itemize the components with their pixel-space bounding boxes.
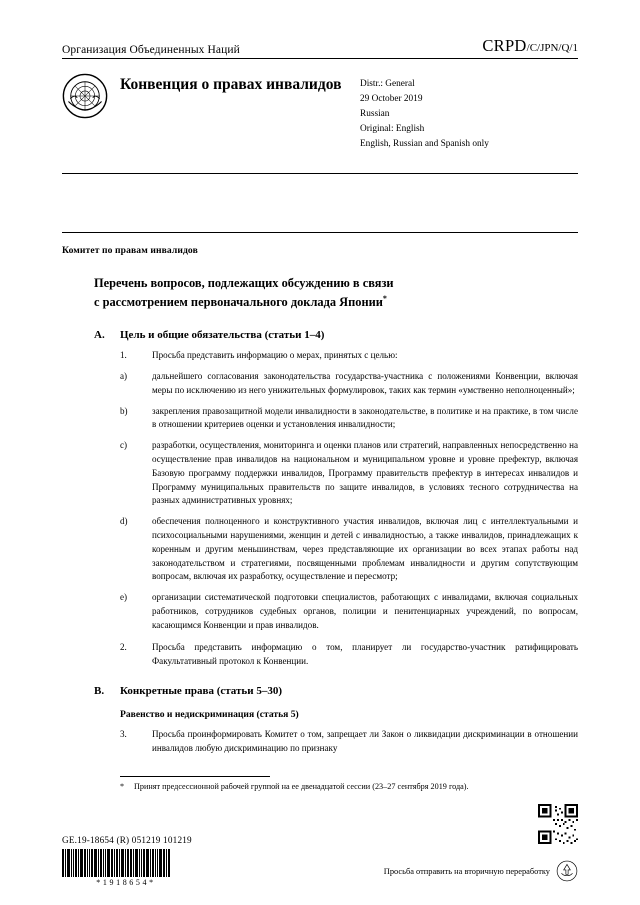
section-heading-a <box>94 329 578 341</box>
barcode-bars <box>62 849 190 877</box>
distribution-type: Distr.: General <box>360 79 415 89</box>
paragraph-2 <box>120 641 578 669</box>
document-id: GE.19-18654 (R) 051219 101219 <box>62 835 192 845</box>
document-footer <box>62 835 578 887</box>
recycle-note <box>384 860 578 887</box>
document-date: 29 October 2019 <box>360 94 423 105</box>
paragraph-number: 1. <box>120 350 127 361</box>
document-original-language: Original: English <box>360 124 425 135</box>
document-languages-note: English, Russian and Spanish only <box>360 139 489 150</box>
document-symbol-suffix: /C/JPN/Q/1 <box>526 42 578 54</box>
paragraph-1a <box>120 370 578 398</box>
page-title-footnote-marker: * <box>382 293 387 303</box>
paragraph-number: e) <box>120 592 128 603</box>
subsection-heading-equality: Равенство и недискриминация (статья 5) <box>120 709 299 721</box>
document-masthead <box>62 59 578 174</box>
section-letter: B. <box>94 685 105 698</box>
qr-code-icon <box>538 804 578 849</box>
barcode-number: *1918654* <box>96 878 156 887</box>
paragraph-1e <box>120 591 578 632</box>
footnote <box>120 781 578 792</box>
paragraph-text: Просьба представить информацию о мерах, принятых с целью: <box>152 350 398 361</box>
organization-name: Организация Объединенных Наций <box>62 44 240 56</box>
paragraph-text: разработки, осуществления, мониторинга и оценки планов или стратегий, направленных непосредственно на осуществление прав инвалидов на национальном и муниципальном уровне и уровне префектур, включая Базовую программу поддержки инвалидов, Программу правительств префектур в интересах инвалидов и Программу муниципальных правительств по защите инвалидов, в условиях тесного сотрудничества на разных административных уровнях; <box>152 440 578 506</box>
committee-name: Комитет по правам инвалидов <box>62 245 198 256</box>
paragraph-text: дальнейшего согласования законодательства государства-участника с положениями Конвенции, включая меры по исключению из него унижительных формулировок, таких как термин «умственно неполноценный»; <box>152 370 578 395</box>
document-header-top <box>62 0 578 59</box>
paragraph-number: b) <box>120 405 128 416</box>
paragraph-1c <box>120 439 578 508</box>
paragraph-text: организации систематической подготовки специалистов, работающих с инвалидами, включая социальных работников, сотрудников судебных органов, полиции и пенитенциарных учреждений, по вопросам, касающимся Конвенции и прав инвалидов. <box>152 592 578 630</box>
header-divider <box>62 232 578 233</box>
paragraph-number: d) <box>120 516 128 527</box>
paragraph-number: c) <box>120 440 128 451</box>
section-title: Цель и общие обязательства (статьи 1–4) <box>120 329 325 342</box>
paragraph-1d <box>120 515 578 584</box>
paragraph-text: Просьба проинформировать Комитет о том, запрещает ли Закон о ликвидации дискриминации в отношении инвалидов любую дискриминацию по признаку <box>152 729 578 754</box>
convention-title: Конвенция о правах инвалидов <box>120 76 342 93</box>
document-symbol-prefix: CRPD <box>482 36 527 55</box>
paragraph-number: a) <box>120 370 128 381</box>
section-letter: A. <box>94 329 105 342</box>
un-emblem-icon <box>62 73 108 119</box>
paragraph-1b <box>120 405 578 433</box>
distribution-block <box>360 69 565 152</box>
document-language: Russian <box>360 109 390 120</box>
page-title <box>94 275 524 312</box>
recycle-text: Просьба отправить на вторичную переработку <box>383 867 550 876</box>
section-title: Конкретные права (статьи 5–30) <box>120 685 282 698</box>
paragraph-1 <box>120 349 578 363</box>
paragraph-number: 2. <box>120 641 127 652</box>
document-symbol <box>482 36 578 56</box>
page-title-line1: Перечень вопросов, подлежащих обсуждению в связи <box>94 276 394 290</box>
paragraph-number: 3. <box>120 729 127 740</box>
paragraph-text: закрепления правозащитной модели инвалидности в законодательстве, в политике и на практике, в том числе в отношении критериев оценки и установления инвалидности; <box>152 405 578 430</box>
page-title-line2: с рассмотрением первоначального доклада Японии <box>94 295 383 310</box>
recycle-icon <box>556 860 578 887</box>
footnote-marker: * <box>120 781 125 791</box>
footnote-text: Принят предсессионной рабочей группой на ее двенадцатой сессии (23–27 сентября 2019 года). <box>134 781 469 791</box>
section-heading-b <box>94 685 578 697</box>
footnote-divider <box>120 776 270 777</box>
paragraph-text: обеспечения полноценного и конструктивного участия инвалидов, включая лиц с интеллектуальными и психосоциальными нарушениями, женщин и детей с инвалидностью, а также инвалидов, принадлежащих к коренным и другим меньшинствам, через представляющие их организации во всех этапах работы над законодательством и стратегиями, посвященными проблемам инвалидности и другим сопутствующим вопросам, включая их разработку, осуществление и пересмотр; <box>152 516 578 582</box>
paragraph-text: Просьба представить информацию о том, планирует ли государство-участник ратифицировать Факультативный протокол к Конвенции. <box>152 641 578 666</box>
paragraph-3 <box>120 728 578 756</box>
barcode-icon <box>62 849 190 887</box>
